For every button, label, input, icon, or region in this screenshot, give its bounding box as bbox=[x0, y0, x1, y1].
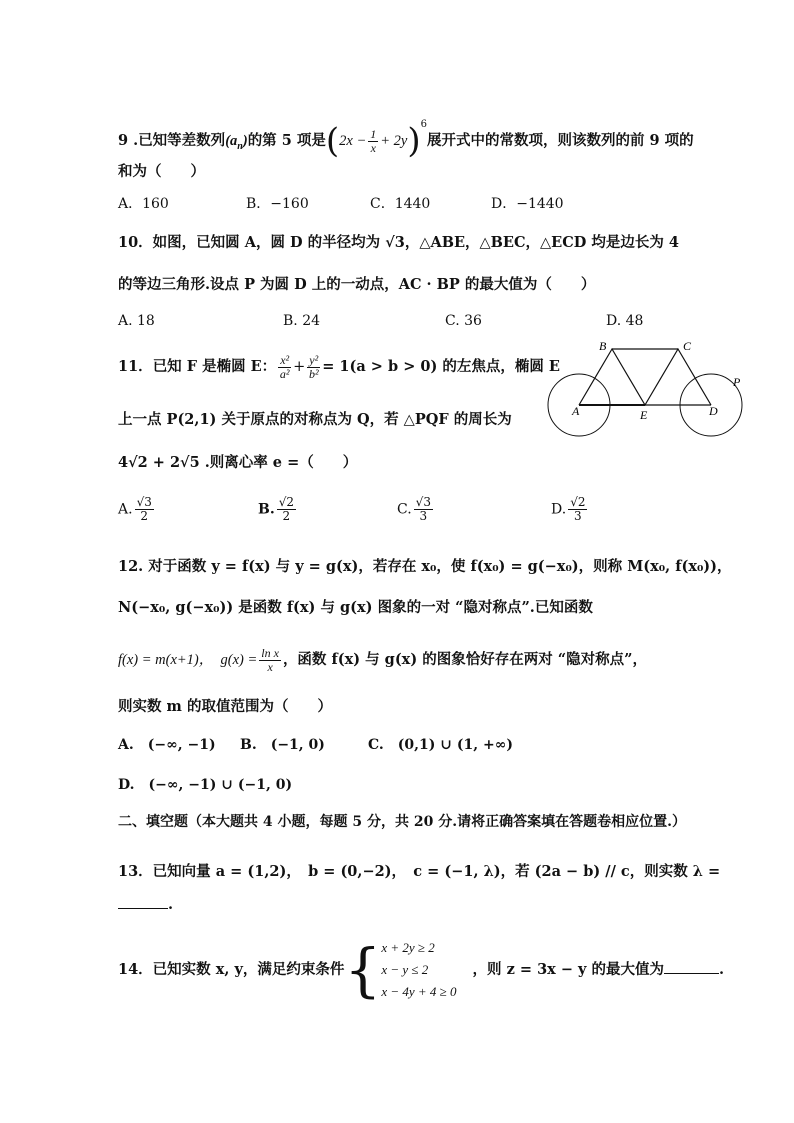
q12-option-b: B. (−1, 0) bbox=[240, 737, 325, 753]
q11-option-a: A. $\frac{√3}{2}$ bbox=[118, 495, 152, 523]
q10-option-b: B. 24 bbox=[283, 313, 321, 329]
q10-option-d: D. 48 bbox=[606, 313, 644, 329]
q10-option-c: C. 36 bbox=[445, 313, 482, 329]
q14-blank bbox=[664, 959, 719, 974]
q9-option-d: D．−1440 bbox=[491, 196, 564, 212]
q11-option-b: B. $\frac{√2}{2}$ bbox=[258, 495, 294, 523]
q10-option-a: A. 18 bbox=[118, 313, 155, 329]
q12-line4: 则实数 m 的取值范围为（ ） bbox=[118, 698, 332, 715]
q9-line1: 9 .已知等差数列$(a_n)$的第 5 项是(2x − $\frac{1}{x}$ + 2y)$^6$展开式中的常数项，则该数列的前 9 项的 bbox=[118, 119, 694, 161]
label-b: B bbox=[599, 339, 607, 353]
q9-option-b: B．−160 bbox=[246, 196, 309, 212]
label-p: P bbox=[733, 375, 741, 389]
q10-line2: 的等边三角形.设点 P 为圆 D 上的一动点，AC · BP 的最大值为（ ） bbox=[118, 276, 596, 293]
q13-line1: 13．已知向量 a = (1,2)， b = (0,−2)， c = (−1, λ)，若 (2a − b) // c，则实数 λ = bbox=[118, 863, 721, 880]
q11-option-c: C. $\frac{√3}{3}$ bbox=[397, 495, 431, 523]
q14-line: 14．已知实数 x, y，满足约束条件{ x + 2y ≥ 2 x − y ≤ 2 x − 4y + 4 ≥ 0 ，则 z = 3x − y 的最大值为 . bbox=[118, 936, 725, 1004]
label-c: C bbox=[683, 339, 692, 353]
q13-blank bbox=[118, 894, 168, 909]
q11-line3: 4√2 + 2√5 .则离心率 e =（ ） bbox=[118, 454, 358, 471]
q11-line1: 11．已知 F 是椭圆 E： $\frac{\text{x²}}{\text{a²}}$ + $\frac{\text{y²}}{\text{b²}}$ = 1(a > b > 0) 的左焦点，椭圆 E bbox=[118, 352, 560, 381]
q9-line2: 和为（ ） bbox=[118, 163, 205, 180]
q12-option-a: A. (−∞, −1) bbox=[118, 737, 216, 753]
geometry-figure bbox=[540, 335, 750, 445]
label-d: D bbox=[709, 404, 718, 418]
label-e: E bbox=[640, 408, 648, 422]
q12-line2: N(−x₀, g(−x₀)) 是函数 f(x) 与 g(x) 图象的一对 “隐对称点”.已知函数 bbox=[118, 599, 593, 616]
q12-option-d: D. (−∞, −1) ∪ (−1, 0) bbox=[118, 777, 293, 793]
section-two-heading: 二、填空题（本大题共 4 小题，每题 5 分，共 20 分.请将正确答案填在答题卷相应位置.） bbox=[118, 814, 686, 830]
q11-line2: 上一点 P(2,1) 关于原点的对称点为 Q，若 △PQF 的周长为 bbox=[118, 411, 512, 428]
q12-line3: f(x) = m(x+1)， g(x) = $\frac{\text{ln x}}{x}$ ，函数 f(x) 与 g(x) 的图象恰好存在两对 “隐对称点”， bbox=[118, 645, 647, 674]
q9-option-c: C．1440 bbox=[370, 196, 431, 212]
q11-option-d: D. $\frac{√2}{3}$ bbox=[551, 495, 586, 523]
triangle-lines bbox=[579, 349, 711, 405]
q12-line1: 12. 对于函数 y = f(x) 与 y = g(x)，若存在 x₀，使 f(x₀) = g(−x₀)，则称 M(x₀, f(x₀))， bbox=[118, 558, 732, 575]
q13-line2: . bbox=[118, 894, 173, 915]
q9-option-a: A．160 bbox=[118, 196, 169, 212]
label-a: A bbox=[572, 404, 580, 418]
q10-line1: 10．如图，已知圆 A，圆 D 的半径均为 √3，△ABE，△BEC，△ECD 均是边长为 4 bbox=[118, 234, 680, 251]
q12-option-c: C. (0,1) ∪ (1, +∞) bbox=[368, 737, 513, 753]
